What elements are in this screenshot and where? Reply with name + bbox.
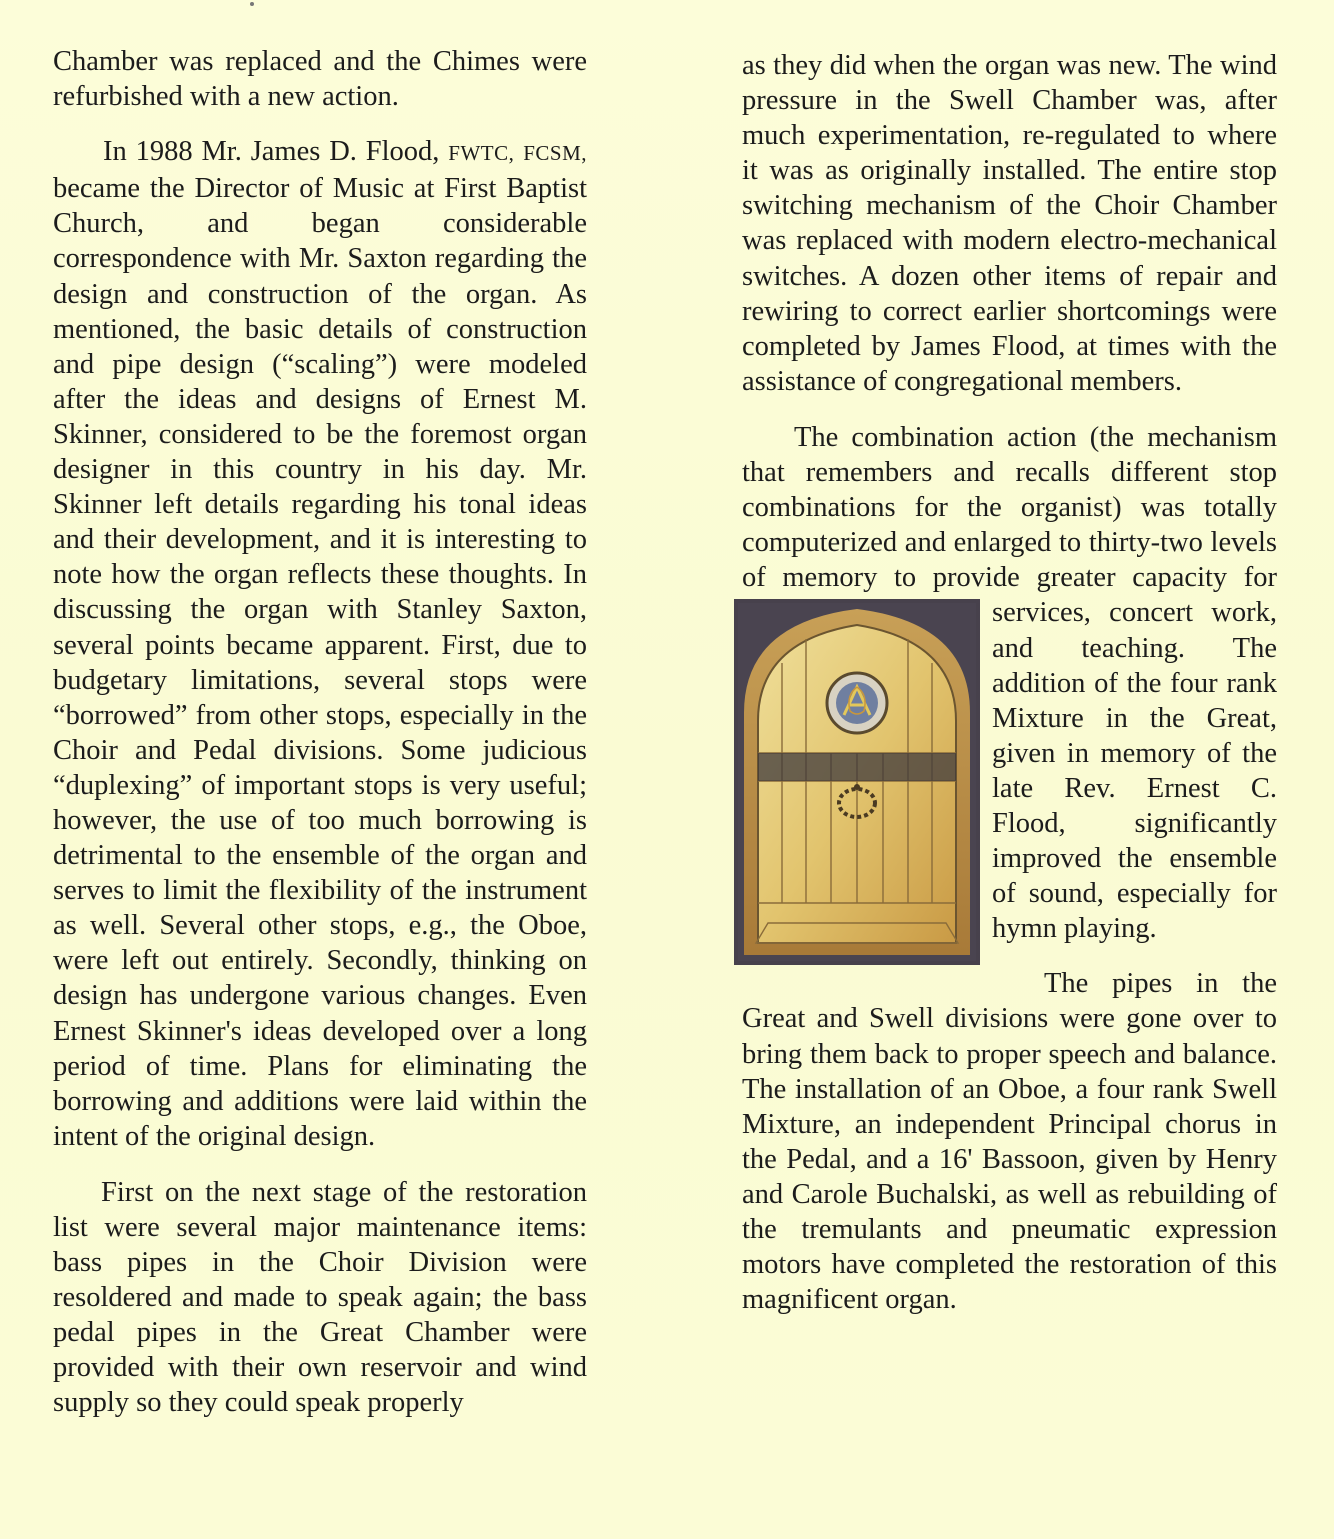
stained-glass-window-image xyxy=(734,599,980,965)
paragraph-2-wrapped-text: capacity for services, concert work, and teaching. The addition of the four rank Mixture in the Great, given in memory of the late Rev. Ernest C. Flood, significantly improved the ensemble of sound, especially for hymn playing. xyxy=(992,562,1278,945)
paragraph-2-intro: In 1988 Mr. James D. Flood, xyxy=(103,136,449,168)
paragraph-2-body: became the Director of Music at First Baptist Church, and began considerable correspondence with Mr. Saxton regarding the design and construction of the organ. As mentioned, the basic details of construction and pipe design (“scaling”) were modeled after the ideas and designs of Ernest M. Skinner, considered to be the foremost organ designer in this country in his day. Mr. Skinner left details regarding his tonal ideas and their development, and it is interesting to note how the organ reflects these thoughts. In discussing the organ with Stanley Saxton, several points became apparent. First, due to budgetary limitations, several stops were “borrowed” from other stops, especially in the Choir and Pedal divisions. Some judicious “duplexing” of important stops is very useful; however, the use of too much borrowing is detrimental to the ensemble of the organ and serves to limit the flexibility of the instrument as well. Several other stops, e.g., the Oboe, were left out entirely. Secondly, thinking on design has undergone various changes. Even Ernest Skinner's ideas developed over a long period of time. Plans for eliminating the borrowing and additions were laid within the intent of the original design. xyxy=(53,173,587,1152)
paragraph-2-first-lines: The combination action (the mechanism that remembers and recalls different stop combinations for the organist) was totally computerized and enlarged to thirty-two levels of memory to provide greater xyxy=(742,421,1277,594)
left-paragraph-1: Chamber was replaced and the Chimes were refurbished with a new action. xyxy=(53,46,587,113)
credential-fcsm: FCSM, xyxy=(523,141,588,166)
right-paragraph-1: as they did when the organ was new. The wind pressure in the Swell Chamber was, after much experimentation, re-regulated to where it was as originally installed. The entire stop switching mechanism of the Choir Chamber was replaced with modern electro-mechanical switches. A dozen other items of repair and rewiring to correct earlier shortcomings were completed by James Flood, at times with the assistance of congregational members. xyxy=(742,50,1277,397)
left-paragraph-2 xyxy=(53,134,587,1154)
right-column xyxy=(742,48,1277,1317)
left-paragraph-3: First on the next stage of the restoration list were several major maintenance items: bass pipes in the Choir Division were resoldered and made to speak again; the bass pedal pipes in the Great Chamber were provided with their own reservoir and wind supply so they could speak properly xyxy=(53,1176,587,1419)
scan-speck xyxy=(250,2,254,6)
credential-fwtc: FWTC, xyxy=(448,141,515,166)
left-column xyxy=(53,44,587,1421)
right-paragraph-3: The pipes in the Great and Swell divisions were gone over to bring them back to proper speech and balance. The installation of an Oboe, a four rank Swell Mixture, an independent Principal chorus in the Pedal, and a 16' Bassoon, given by Henry and Carole Buchalski, as well as rebuilding of the tremulants and pneumatic expression motors have completed the restoration of this magnificent organ. xyxy=(742,968,1277,1316)
right-paragraph-2 xyxy=(742,420,1277,946)
